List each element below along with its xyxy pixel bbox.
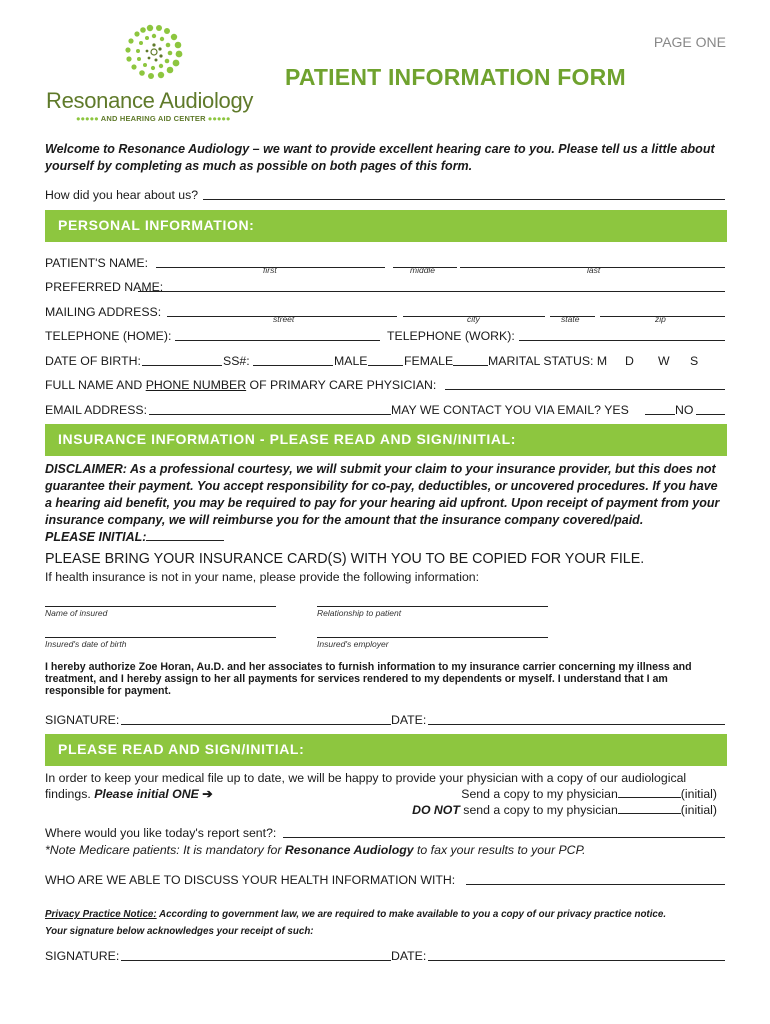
logo-name: Resonance Audiology [46, 88, 254, 113]
zip-caption: zip [655, 314, 666, 324]
female-field[interactable] [453, 354, 488, 366]
send-copy-option[interactable]: Send a copy to my physician (initial) [461, 787, 717, 801]
authorize-text: I hereby authorize Zoe Horan, Au.D. and her associates to furnish information to my insurance carrier concerning my illness and treatment, and I hereby assign to her all payments for services rendered to my dependents or myself. I understand that I am responsible for payment. [45, 661, 692, 697]
first-caption: first [263, 265, 277, 275]
preferred-name-field[interactable] [138, 280, 725, 292]
privacy-notice: Privacy Practice Notice: According to government law, we are required to make available to you a copy of our privacy practice notice. [45, 909, 667, 920]
insurance-date-field[interactable] [428, 713, 725, 725]
dob-field[interactable] [142, 354, 222, 366]
mailing-address-row [45, 305, 725, 324]
privacy-acknowledge: Your signature below acknowledges your receipt of such: [45, 926, 314, 937]
email-no-field[interactable] [696, 403, 725, 415]
section-read-sign-title: PLEASE READ AND SIGN/INITIAL: [58, 741, 305, 757]
last-caption: last [587, 265, 601, 275]
pcp-label: FULL NAME AND PHONE NUMBER OF PRIMARY CARE PHYSICIAN: [45, 378, 437, 392]
tel-work-field[interactable] [519, 329, 725, 341]
keep-file-text: In order to keep your medical file up to date, we will be happy to provide your physician with a copy of our audiological [45, 771, 687, 785]
initial-one-text: findings. Please initial ONE ➔ [45, 787, 213, 801]
state-caption: state [561, 314, 580, 324]
female-label: FEMALE [404, 354, 454, 368]
dob-label: DATE OF BIRTH: [45, 354, 141, 368]
middle-caption: middle [410, 265, 436, 275]
report-sent-field[interactable] [283, 826, 725, 838]
report-sent-row [45, 826, 725, 842]
page-label: PAGE ONE [653, 34, 726, 50]
email-row [45, 403, 725, 419]
final-signature-field[interactable] [121, 949, 391, 961]
how-heard-row [45, 188, 725, 204]
marital-d[interactable]: D [625, 354, 634, 368]
insurance-signature-row [45, 713, 725, 729]
email-no-label: NO [675, 403, 694, 417]
insurance-signature-field[interactable] [121, 713, 391, 725]
arrow-icon: ➔ [202, 787, 213, 801]
email-field[interactable] [149, 403, 391, 415]
marital-label: MARITAL STATUS: M [488, 354, 608, 368]
pcp-field[interactable] [445, 378, 725, 390]
medicare-note: *Note Medicare patients: It is mandatory for Resonance Audiology to fax your results to your PCP. [45, 843, 586, 857]
how-heard-label: How did you hear about us? [45, 188, 199, 202]
dob-row [45, 354, 725, 370]
how-heard-field[interactable] [203, 188, 725, 200]
patient-name-row [45, 256, 725, 275]
final-date-label: DATE: [391, 949, 427, 963]
insured-dob-field[interactable]: Insured's date of birth [45, 637, 276, 651]
spiral-logo-icon [44, 22, 244, 92]
disclaimer-text: DISCLAIMER: As a professional courtesy, we will submit your claim to your insurance provider, but this does not guarantee their payment. You accept responsibility for co-pay, deductibles, or uncovered procedures. If you have a hearing aid benefit, you may be required to pay for your hearing aid upfront. Upon receipt of payment from your insurance company, we will reimburse you for the amount that the insurance company covered/paid. PLEASE INITIAL: [45, 462, 720, 544]
name-insured-field[interactable]: Name of insured [45, 606, 276, 620]
contact-email-label: MAY WE CONTACT YOU VIA EMAIL? YES [391, 403, 629, 417]
street-caption: street [273, 314, 295, 324]
date-label: DATE: [391, 713, 427, 727]
preferred-name-label: PREFERRED NAME: [45, 280, 164, 294]
do-not-send-option[interactable]: DO NOT send a copy to my physician (initial) [412, 803, 717, 817]
final-date-field[interactable] [428, 949, 725, 961]
report-sent-label: Where would you like today's report sent?: [45, 826, 277, 840]
signature-label: SIGNATURE: [45, 713, 120, 727]
mailing-address-label: MAILING ADDRESS: [45, 305, 162, 319]
section-insurance-title: INSURANCE INFORMATION - PLEASE READ AND SIGN/INITIAL: [58, 431, 517, 447]
company-logo [44, 22, 254, 124]
section-personal-title: PERSONAL INFORMATION: [58, 217, 255, 233]
section-personal-bar [45, 210, 727, 242]
email-label: EMAIL ADDRESS: [45, 403, 148, 417]
email-yes-field[interactable] [645, 403, 675, 415]
marital-w[interactable]: W [658, 354, 670, 368]
bring-card-notice: PLEASE BRING YOUR INSURANCE CARD(S) WITH YOU TO BE COPIED FOR YOUR FILE. [45, 551, 645, 567]
ss-field[interactable] [253, 354, 333, 366]
section-insurance-bar [45, 424, 727, 456]
patient-name-label: PATIENT'S NAME: [45, 256, 149, 270]
who-discuss-row [45, 873, 725, 889]
ss-label: SS#: [223, 354, 250, 368]
who-discuss-label: WHO ARE WE ABLE TO DISCUSS YOUR HEALTH INFORMATION WITH: [45, 873, 456, 887]
male-label: MALE [334, 354, 368, 368]
tel-work-label: TELEPHONE (WORK): [387, 329, 515, 343]
male-field[interactable] [368, 354, 403, 366]
intro-text: Welcome to Resonance Audiology – we want to provide excellent hearing care to you. Please tell us a little about yourself by completing as much as possible on both pages of this form. [45, 142, 715, 173]
relationship-field[interactable]: Relationship to patient [317, 606, 548, 620]
if-health-notice: If health insurance is not in your name, please provide the following information: [45, 570, 480, 584]
telephone-row [45, 329, 725, 345]
form-title: PATIENT INFORMATION FORM [285, 64, 626, 90]
section-read-sign-bar [45, 734, 727, 766]
final-signature-row [45, 949, 725, 965]
pcp-row [45, 378, 725, 394]
preferred-name-row [45, 280, 725, 296]
tel-home-label: TELEPHONE (HOME): [45, 329, 172, 343]
tel-home-field[interactable] [175, 329, 380, 341]
insured-employer-field[interactable]: Insured's employer [317, 637, 548, 651]
who-discuss-field[interactable] [466, 873, 725, 885]
final-signature-label: SIGNATURE: [45, 949, 120, 963]
city-caption: city [467, 314, 480, 324]
logo-tagline: ●●●●● AND HEARING AID CENTER ●●●●● [76, 114, 231, 123]
marital-s[interactable]: S [690, 354, 699, 368]
